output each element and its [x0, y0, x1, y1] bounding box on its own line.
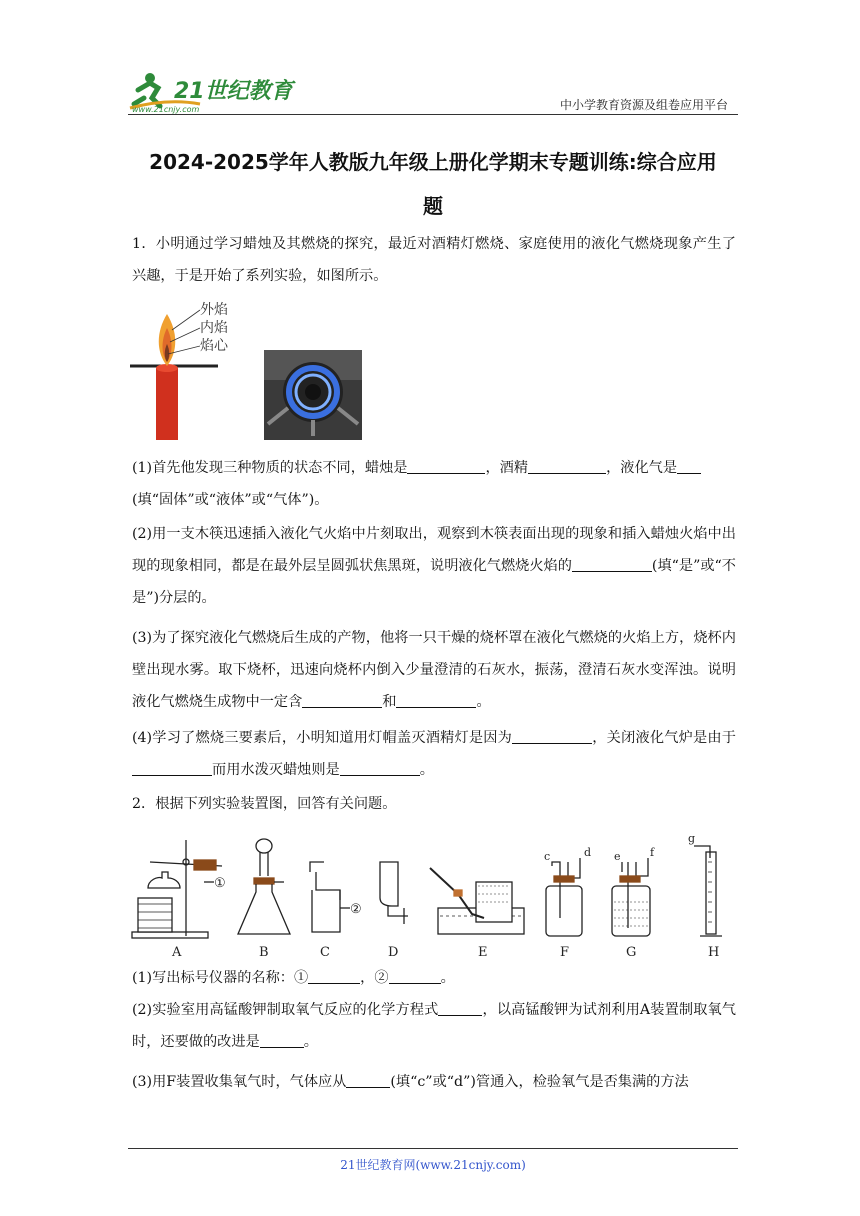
candle-and-stove-figure — [128, 296, 368, 442]
page-footer[interactable]: 21世纪教育网(www.21cnjy.com) — [340, 1158, 526, 1172]
flame-label-inner: 内焰 — [200, 320, 228, 336]
document-title-continued: 题 — [423, 194, 443, 218]
question-2-intro: 2．根据下列实验装置图，回答有关问题。 — [132, 796, 397, 812]
flame-label-core: 焰心 — [200, 338, 228, 354]
question-2-part-1: (1)写出标号仪器的名称：① ，② 。 — [132, 962, 736, 994]
answer-blank[interactable] — [677, 455, 701, 474]
answer-blank[interactable] — [346, 1069, 390, 1088]
answer-blank[interactable] — [132, 757, 212, 776]
21cnjy-logo-icon — [128, 68, 298, 114]
label-d: D — [388, 945, 399, 960]
label-a: A — [172, 945, 182, 960]
footer-rule — [128, 1148, 738, 1149]
label-c: C — [320, 945, 330, 960]
answer-blank[interactable] — [389, 965, 441, 984]
apparatus-g-icon — [612, 846, 655, 960]
marker-2: ② — [350, 902, 362, 917]
apparatus-c-icon — [310, 862, 362, 960]
answer-blank[interactable] — [512, 725, 592, 744]
answer-blank[interactable] — [260, 1029, 304, 1048]
question-1-part-4: (4)学习了燃烧三要素后，小明知道用灯帽盖灭酒精灯是因为 ，关闭液化气炉是由于而用水泼灭蜡烛则是 。 — [132, 722, 736, 786]
tube-label-d: d — [584, 846, 592, 859]
gas-stove-icon — [264, 350, 362, 440]
question-1-part-2: (2)用一支木筷迅速插入液化气火焰中片刻取出，观察到木筷表面出现的现象和插入蜡烛火焰中出现的现象相同，都是在最外层呈圆弧状焦黑斑，说明液化气燃烧火焰的 (填“是”或“不是”)分层的。 — [132, 526, 736, 606]
apparatus-f-icon — [544, 846, 591, 960]
svg-text:21世纪教育: 21世纪教育 — [174, 79, 293, 104]
question-2-part-3: (3)用F装置收集氧气时，气体应从 (填“c”或“d”)管通入，检验氧气是否集满的方法 — [132, 1066, 736, 1098]
apparatus-e-icon — [430, 868, 524, 960]
answer-blank[interactable] — [302, 689, 382, 708]
lab-apparatus-figure — [128, 832, 738, 962]
tube-label-f: f — [650, 846, 655, 859]
tube-label-c: c — [544, 850, 551, 863]
answer-blank[interactable] — [396, 689, 476, 708]
svg-text:www.21cnjy.com: www.21cnjy.com — [132, 105, 200, 114]
label-h: H — [708, 945, 720, 960]
header-rule — [128, 114, 738, 115]
tube-label-g: g — [688, 832, 696, 845]
candle-icon — [130, 302, 229, 440]
answer-blank[interactable] — [308, 965, 360, 984]
label-g: G — [626, 945, 637, 960]
answer-blank[interactable] — [528, 455, 606, 474]
apparatus-h-icon — [688, 832, 722, 960]
answer-blank[interactable] — [438, 997, 482, 1016]
label-e: E — [478, 945, 488, 960]
question-1-intro: 1．小明通过学习蜡烛及其燃烧的探究，最近对酒精灯燃烧、家庭使用的液化气燃烧现象产生了兴趣，于是开始了系列实验，如图所示。 — [132, 236, 736, 284]
apparatus-b-icon — [238, 839, 290, 960]
answer-blank[interactable] — [407, 455, 485, 474]
apparatus-d-icon — [380, 862, 408, 960]
label-b: B — [259, 945, 269, 960]
document-title: 2024-2025学年人教版九年级上册化学期末专题训练:综合应用 — [149, 150, 717, 174]
page-header — [128, 68, 738, 116]
tube-label-e: e — [614, 850, 621, 863]
flame-label-outer: 外焰 — [200, 302, 228, 318]
question-1-part-1: (1)首先他发现三种物质的状态不同，蜡烛是 ，酒精 ，液化气是 (填“固体”或“液体”或“气体”)。 — [132, 452, 736, 516]
answer-blank[interactable] — [340, 757, 420, 776]
question-2-part-2: (2)实验室用高锰酸钾制取氧气反应的化学方程式 ，以高锰酸钾为试剂利用A装置制取氧气时，还要做的改进是 。 — [132, 994, 736, 1058]
marker-1: ① — [214, 876, 226, 891]
apparatus-a-icon — [132, 840, 226, 960]
label-f: F — [560, 945, 570, 960]
platform-text: 中小学教育资源及组卷应用平台 — [559, 98, 728, 112]
answer-blank[interactable] — [572, 553, 652, 572]
question-1-part-3: (3)为了探究液化气燃烧后生成的产物，他将一只干燥的烧杯罩在液化气燃烧的火焰上方，烧杯内壁出现水雾。取下烧杯，迅速向烧杯内倒入少量澄清的石灰水，振荡，澄清石灰水变浑浊。说明液化气燃烧生成物中一定含 和 。 — [132, 630, 736, 710]
